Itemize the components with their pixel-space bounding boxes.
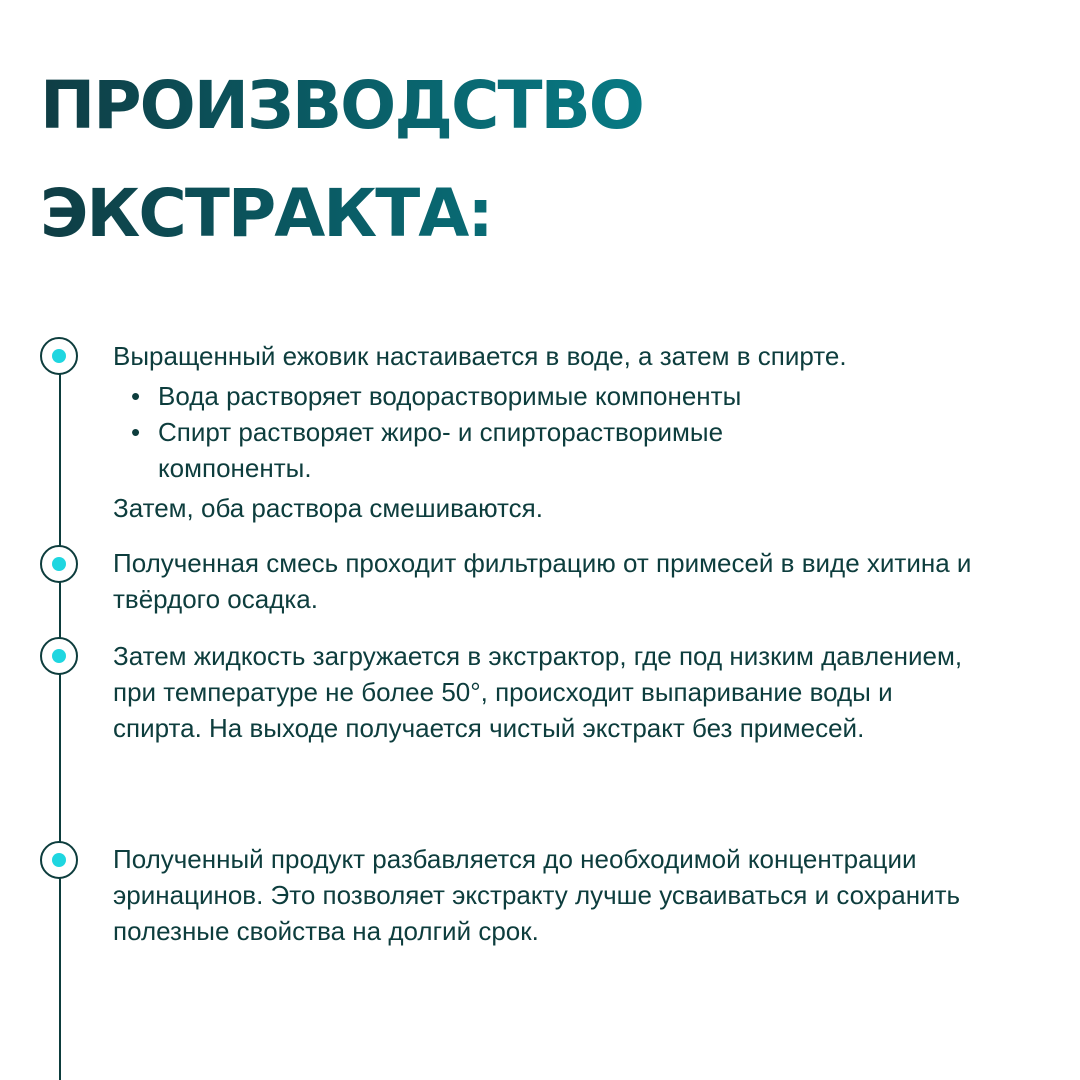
page-title-line-1: ПРОИЗВОДСТВО	[40, 67, 643, 144]
list-item	[113, 414, 1013, 486]
bullet-list	[113, 378, 1013, 486]
timeline-step-text: Полученная смесь проходит фильтрацию от примесей в виде хитина и твёрдого осадка.	[113, 548, 972, 614]
bullet-icon: •	[131, 381, 141, 411]
timeline-marker-icon	[40, 637, 78, 675]
timeline-step-text: Затем жидкость загружается в экстрактор, где под низким давлением, при температуре не более 50°, происходит выпаривание воды и спирта. На выходе получается чистый экстракт без примесей.	[113, 641, 963, 743]
list-item-text: Вода растворяет водорастворимые компоненты	[158, 381, 742, 411]
list-item	[113, 378, 1013, 414]
timeline-step-text: Полученный продукт разбавляется до необходимой концентрации эринацинов. Это позволяет экстракту лучше усваиваться и сохранить полезные свойства на долгий срок.	[113, 844, 961, 946]
step-outro: Затем, оба раствора смешиваются.	[113, 493, 543, 523]
page-title-line-2: ЭКСТРАКТА:	[40, 175, 492, 252]
bullet-icon: •	[131, 417, 141, 447]
step-intro: Выращенный ежовик настаивается в воде, а затем в спирте.	[113, 341, 847, 371]
page-title	[40, 52, 643, 268]
timeline-marker-icon	[40, 337, 78, 375]
timeline-marker-icon	[40, 841, 78, 879]
list-item-text: Спирт растворяет жиро- и спирторастворимые компоненты.	[158, 417, 724, 483]
timeline-line	[59, 356, 61, 1080]
timeline-marker-icon	[40, 545, 78, 583]
timeline-step-text	[113, 338, 1013, 526]
